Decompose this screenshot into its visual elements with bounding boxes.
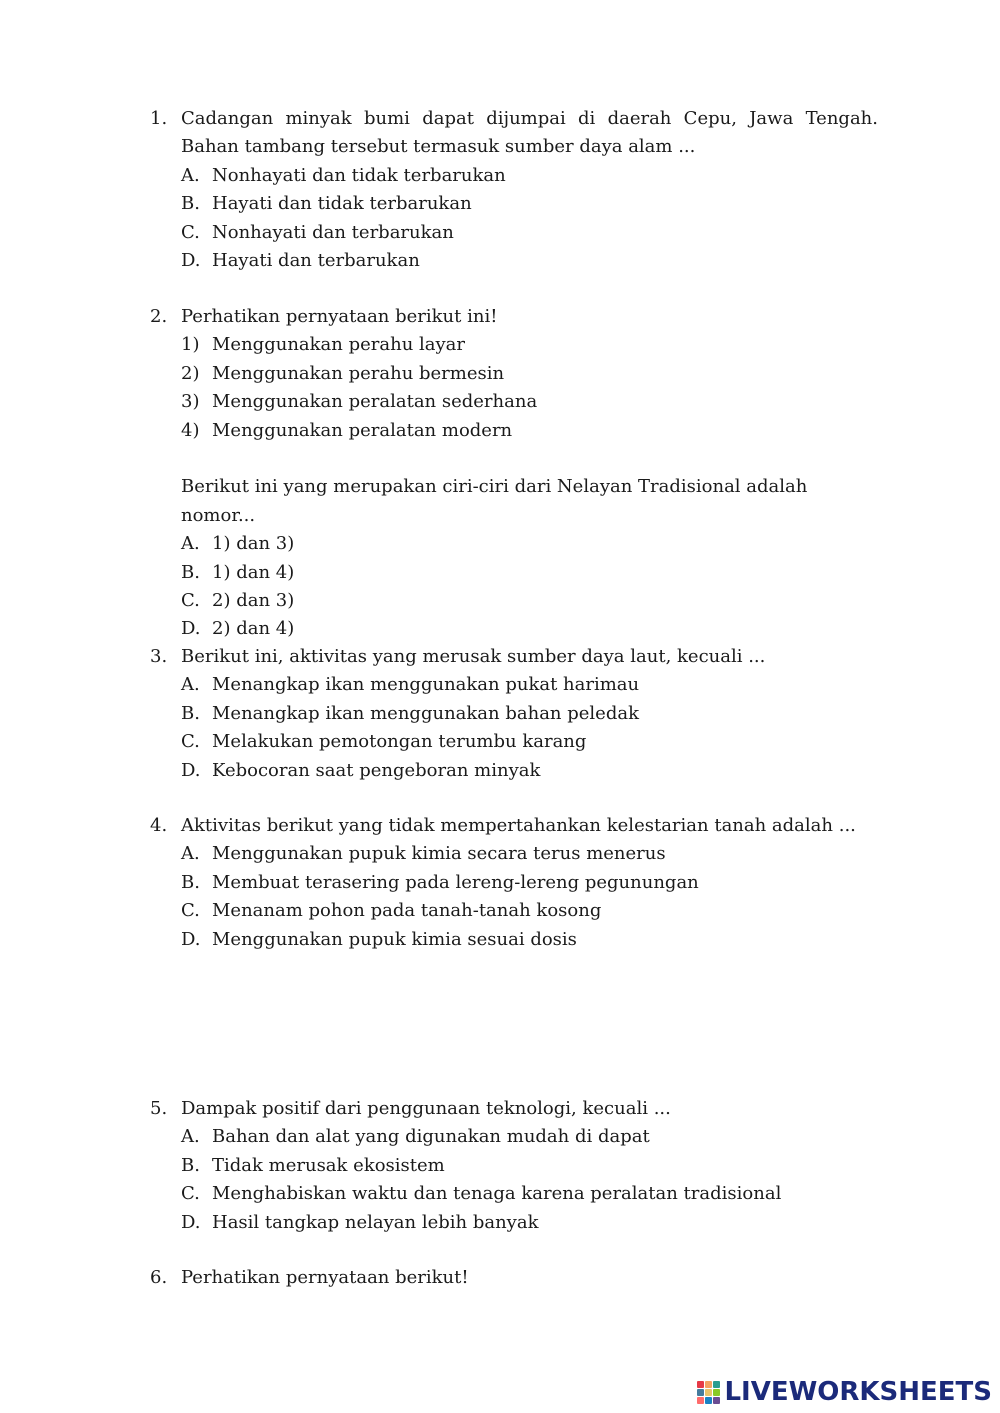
option-d[interactable]: [181, 1209, 878, 1237]
liveworksheets-logo: [697, 1375, 992, 1409]
question-stem: Cadangan minyak bumi dapat dijumpai di daerah Cepu, Jawa Tengah. Bahan tambang tersebut termasuk sumber daya alam ...: [181, 108, 878, 158]
question-number: 2.: [150, 306, 168, 327]
option-label: D.: [181, 618, 201, 640]
option-text: Tidak merusak ekosistem: [212, 1154, 445, 1176]
option-d[interactable]: [181, 926, 878, 954]
statement-item: [181, 360, 878, 388]
option-text: Nonhayati dan terbarukan: [212, 221, 454, 243]
question-number: 1.: [150, 108, 168, 129]
option-a[interactable]: [181, 671, 878, 699]
option-d[interactable]: [181, 757, 878, 785]
statement-label: 2): [181, 362, 200, 384]
option-label: A.: [181, 843, 200, 865]
option-label: B.: [181, 702, 200, 724]
question-number: 6.: [150, 1267, 168, 1288]
statement-label: 1): [181, 334, 200, 356]
statement-text: Menggunakan perahu bermesin: [212, 362, 505, 384]
statement-item: [181, 417, 878, 445]
option-text: 2) dan 4): [212, 618, 295, 640]
option-text: Membuat terasering pada lereng-lereng pegunungan: [212, 871, 699, 893]
option-label: D.: [181, 928, 201, 950]
option-text: 2) dan 3): [212, 589, 295, 611]
statement-text: Menggunakan peralatan sederhana: [212, 391, 538, 413]
answer-options: [181, 530, 878, 644]
option-text: Menggunakan pupuk kimia secara terus menerus: [212, 843, 666, 865]
option-b[interactable]: [181, 700, 878, 728]
answer-options: [181, 840, 878, 954]
option-label: D.: [181, 759, 201, 781]
statement-item: [181, 331, 878, 359]
option-label: C.: [181, 589, 200, 611]
option-a[interactable]: [181, 162, 878, 190]
question-6: [150, 1264, 878, 1292]
option-text: Menangkap ikan menggunakan bahan peledak: [212, 702, 639, 724]
question-2: [150, 303, 878, 644]
option-text: Melakukan pemotongan terumbu karang: [212, 731, 587, 753]
question-stem: Perhatikan pernyataan berikut!: [181, 1267, 469, 1288]
question-5: [150, 1095, 878, 1237]
option-b[interactable]: [181, 190, 878, 218]
option-text: Hasil tangkap nelayan lebih banyak: [212, 1211, 539, 1233]
option-label: B.: [181, 193, 200, 215]
option-text: Hayati dan terbarukan: [212, 249, 420, 271]
question-4: [150, 812, 878, 954]
option-a[interactable]: [181, 840, 878, 868]
question-number: 4.: [150, 815, 168, 836]
question-stem: Perhatikan pernyataan berikut ini!: [181, 306, 498, 327]
question-stem: Berikut ini, aktivitas yang merusak sumber daya laut, kecuali ...: [181, 646, 766, 667]
statement-text: Menggunakan perahu layar: [212, 334, 466, 356]
option-label: A.: [181, 533, 200, 555]
statement-label: 4): [181, 419, 200, 441]
statement-text: Menggunakan peralatan modern: [212, 419, 513, 441]
option-c[interactable]: [181, 897, 878, 925]
question-number: 3.: [150, 646, 168, 667]
statement-list: [181, 331, 878, 445]
option-d[interactable]: [181, 615, 878, 643]
option-b[interactable]: [181, 559, 878, 587]
option-label: B.: [181, 871, 200, 893]
option-c[interactable]: [181, 587, 878, 615]
option-text: Menanam pohon pada tanah-tanah kosong: [212, 900, 602, 922]
option-d[interactable]: [181, 247, 878, 275]
answer-options: [181, 671, 878, 785]
logo-text: LIVEWORKSHEETS: [724, 1377, 992, 1407]
option-label: C.: [181, 221, 200, 243]
statement-item: [181, 388, 878, 416]
option-b[interactable]: [181, 1152, 878, 1180]
answer-options: [181, 1123, 878, 1237]
option-label: D.: [181, 249, 201, 271]
option-label: A.: [181, 164, 200, 186]
option-text: Menangkap ikan menggunakan pukat harimau: [212, 674, 640, 696]
option-label: B.: [181, 1154, 200, 1176]
question-prompt: Berikut ini yang merupakan ciri-ciri dari Nelayan Tradisional adalah nomor...: [181, 476, 808, 526]
option-label: D.: [181, 1211, 201, 1233]
option-label: C.: [181, 1183, 200, 1205]
statement-label: 3): [181, 391, 200, 413]
option-b[interactable]: [181, 869, 878, 897]
logo-grid-icon: [697, 1381, 720, 1404]
option-label: A.: [181, 1126, 200, 1148]
option-c[interactable]: [181, 1180, 878, 1208]
option-text: Kebocoran saat pengeboran minyak: [212, 759, 541, 781]
option-text: Bahan dan alat yang digunakan mudah di dapat: [212, 1126, 650, 1148]
answer-options: [181, 162, 878, 276]
question-3: [150, 643, 878, 785]
question-stem: Aktivitas berikut yang tidak mempertahankan kelestarian tanah adalah ...: [181, 815, 856, 836]
option-text: Hayati dan tidak terbarukan: [212, 193, 472, 215]
option-a[interactable]: [181, 530, 878, 558]
option-label: C.: [181, 900, 200, 922]
option-text: 1) dan 3): [212, 533, 295, 555]
option-a[interactable]: [181, 1123, 878, 1151]
question-stem: Dampak positif dari penggunaan teknologi, kecuali ...: [181, 1098, 671, 1119]
option-text: Menghabiskan waktu dan tenaga karena peralatan tradisional: [212, 1183, 782, 1205]
option-label: B.: [181, 561, 200, 583]
question-1: [150, 105, 878, 275]
option-text: 1) dan 4): [212, 561, 295, 583]
option-text: Nonhayati dan tidak terbarukan: [212, 164, 506, 186]
option-c[interactable]: [181, 219, 878, 247]
option-label: C.: [181, 731, 200, 753]
option-text: Menggunakan pupuk kimia sesuai dosis: [212, 928, 577, 950]
option-c[interactable]: [181, 728, 878, 756]
question-number: 5.: [150, 1098, 168, 1119]
option-label: A.: [181, 674, 200, 696]
